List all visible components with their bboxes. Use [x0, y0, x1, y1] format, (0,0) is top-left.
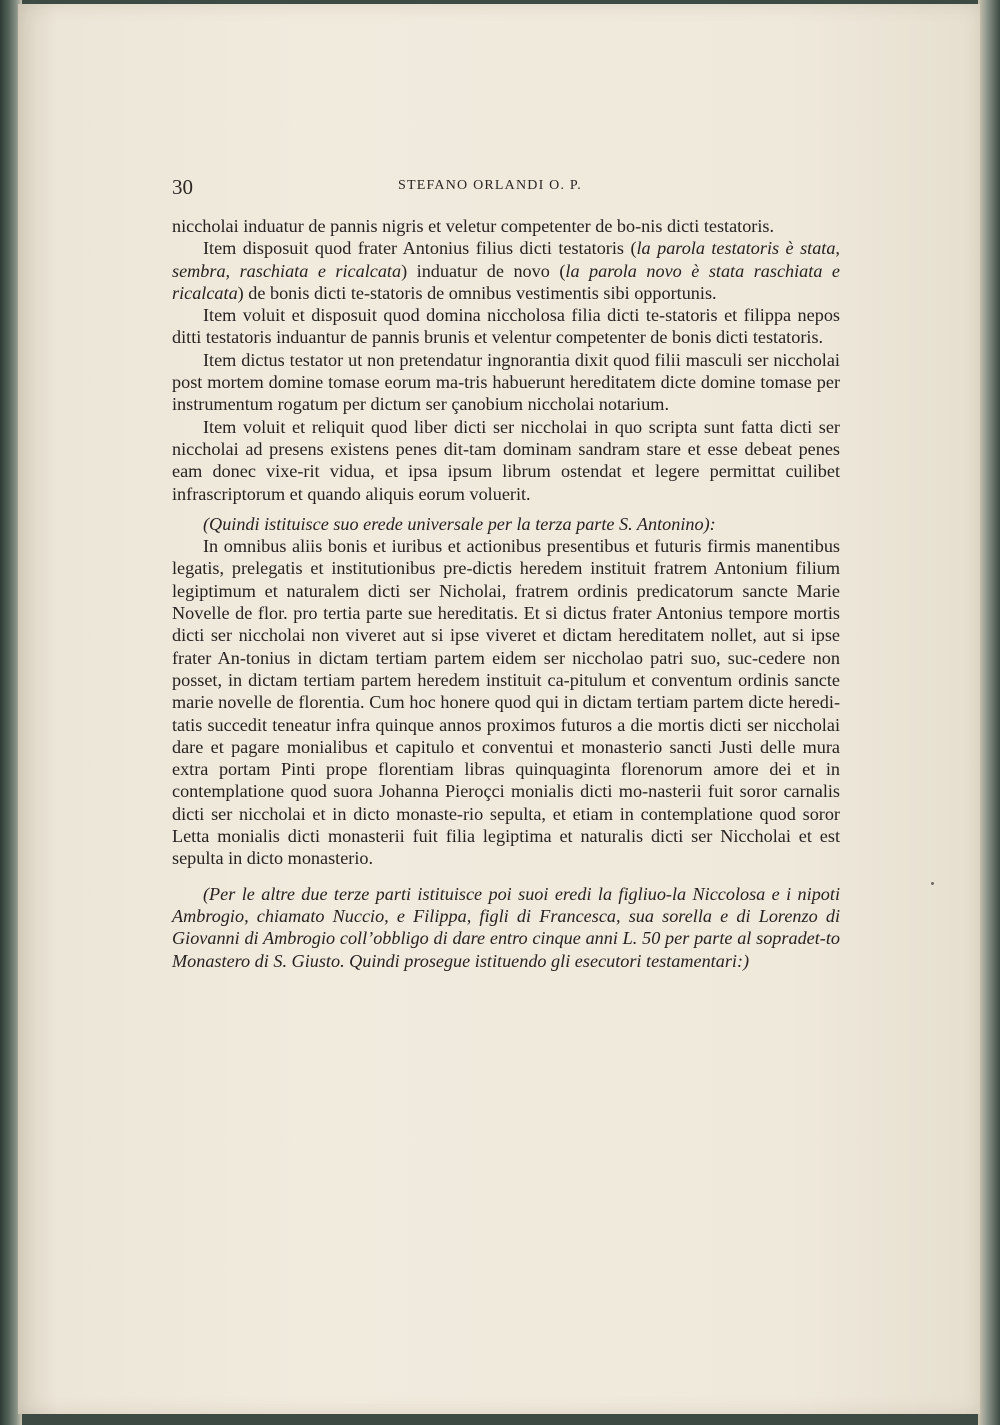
editorial-comment-1: (Quindi istituisce suo erede universale per la terza parte S. Antonino): [203, 513, 716, 534]
paragraph-2-part-a: Item disposuit quod frater Antonius filius dicti testatoris ( [203, 238, 637, 259]
page-number: 30 [172, 175, 193, 199]
paragraph-5: Item voluit et reliquit quod liber dicti ser niccholai in quo scripta sunt fatta dicti ser niccholai ad presens existens penes dit-tam dominam sandram stare et esse debeat penes eam donec vixe-rit vidua, et ipsa ipsum librum ostendat et legere permittat cuilibet infrascriptorum et quando aliquis eorum voluerit. [172, 416, 840, 504]
editorial-comment-2: (Per le altre due terze parti istituisce poi suoi eredi la figliuo-la Niccolosa e i nipoti Ambrogio, chiamato Nuccio, e Filippa, figli di Francesca, sua sorella e di Lorenzo di Giovanni di Ambrogio coll’obbligo di dare entro cinque anni L. 50 per parte al sopradet-to Monastero di S. Giusto. Quindi prosegue istituendo gli esecutori testamentari:) [172, 883, 840, 971]
editorial-note-2: la parola novo è stata raschiata e ricalcata [172, 260, 841, 303]
page-header [172, 175, 842, 205]
body-text [172, 215, 840, 972]
paragraph-2 [172, 237, 840, 304]
paragraph-2-part-e: ) de bonis dicti te-statoris de omnibus vestimentis sibi opportunis. [237, 282, 717, 303]
paper-speck [931, 882, 934, 885]
paragraph-1: niccholai induatur de pannis nigris et veletur competenter de bo-nis dicti testatoris. [172, 216, 775, 236]
running-head: STEFANO ORLANDI O. P. [398, 178, 583, 193]
paragraph-6: In omnibus aliis bonis et iuribus et actionibus presentibus et futuris firmis manentibus legatis, prelegatis et institutionibus pre-dictis heredem instituit fratrem Antonium filium legiptimum et naturalem dicti ser Nicholai, fratrem ordinis predicatorum sancte Marie Novelle de flor. pro tertia parte sue hereditatis. Et si dictus frater Antonius tempore mortis dicti ser niccholai non viveret aut si ipse viveret et dictam hereditatem nollet, aut si ipse frater An-tonius in dictam tertiam partem eidem ser niccholao patri suo, suc-cedere non posset, in dictam tertiam partem heredem instituit ca-pitulum et conventum ordinis sancte marie novelle de florentia. Cum hoc honere quod qui in dictam tertiam partem dicte heredi-tatis succedit teneatur infra quinque annos proximos futuros a die mortis dicti ser niccholai dare et pagare monialibus et capitulo et conventui et monasterio sancti Justi delle mura extra portam Pinti prope florentiam libras quinquaginta florenorum amore dei et in contemplatione quod suora Johanna Pieroçci monialis dicti mo-nasterii fuit soror carnalis dicti ser niccholai et in dicto monaste-rio sepulta, et etiam in contemplatione quod soror Letta monialis dicti monasterii fuit filia legiptima et naturalis dicti ser Niccholai et est sepulta in dicto monasterio. [172, 536, 840, 869]
paragraph-2-part-c: ) induatur de novo ( [401, 260, 566, 281]
book-cover-edge [978, 0, 1000, 1425]
paragraph-3: Item voluit et disposuit quod domina niccholosa filia dicti te-statoris et filippa nepos ditti testatoris induantur de pannis brunis et velentur competenter de bonis dicti testatoris. [172, 305, 840, 348]
editorial-note-1: la parola testatoris è stata, sembra, raschiata e ricalcata [172, 238, 840, 281]
paragraph-4: Item dictus testator ut non pretendatur ingnorantia dixit quod filii masculi ser niccholai post mortem domine tomase eorum ma-tris habuerunt hereditatem dicte domine tomase per instrumentum rogatum per dictum ser çanobium niccholai notarium. [172, 349, 840, 415]
